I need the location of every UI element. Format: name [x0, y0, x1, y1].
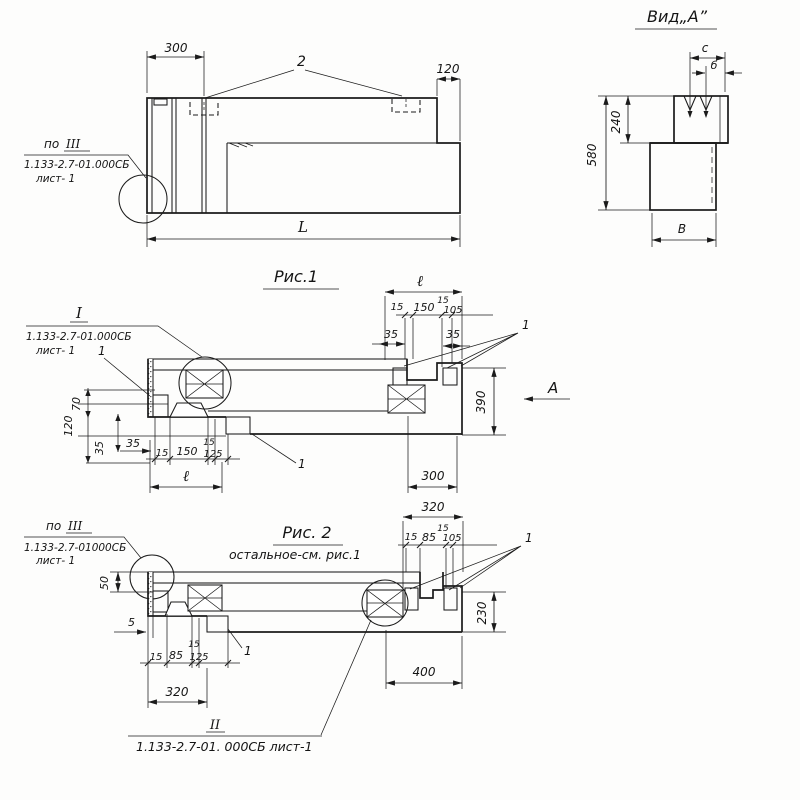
top-ref-num: III	[66, 137, 81, 151]
fig1-top-chain-ext	[405, 318, 452, 367]
fig1-dim-120: 120	[62, 415, 75, 437]
fig1-dim-l-top: ℓ	[416, 272, 424, 290]
lifting-socket-centerlines	[204, 99, 406, 112]
fig1-left-trapezoid	[170, 403, 208, 417]
view-a	[585, 7, 742, 247]
fig2-top-chain-105: 105	[442, 533, 462, 544]
view-a-title: Вид„А”	[647, 7, 707, 26]
fig2-ref-sheet: лист- 1	[36, 555, 76, 567]
callout-2-leaders	[205, 70, 402, 98]
fig2-ref-po: по	[46, 519, 62, 533]
fig2-dim-400: 400	[412, 665, 436, 679]
fig2-dim-320t: 320	[421, 500, 445, 514]
fig1-ref-sheet: лист- 1	[36, 345, 76, 357]
top-detail-circle	[119, 175, 167, 223]
fig1-dim-35-rot: 35	[93, 441, 106, 455]
top-view-lower-slab	[227, 143, 460, 213]
fig2-right-rib-block-2	[444, 588, 457, 610]
fig2-ref-num: III	[68, 519, 83, 533]
fig1-right-rib-block-2	[443, 368, 457, 385]
fig1-dim-390: 390	[474, 390, 488, 414]
top-ref-doc: 1.133-2.7-01.000СБ	[24, 159, 130, 171]
fig1-view-label: А	[548, 379, 559, 397]
fig1-top-chain-15a: 15	[390, 302, 404, 313]
fig2-dim-230: 230	[475, 601, 489, 625]
lifting-socket-dashed	[190, 99, 420, 115]
fig2-bot-chain-125: 125	[189, 652, 209, 663]
dim-120-label: 120	[436, 62, 460, 76]
fig1-bot-chain-15a: 15	[155, 448, 169, 459]
fig2-dim-320b: 320	[165, 685, 189, 699]
top-view-end-insert	[154, 99, 167, 105]
fig2-bot-chain-15a: 15	[149, 652, 163, 663]
fig1-dim-35-t2: 35	[446, 328, 460, 341]
fig2-dim-5: 5	[128, 616, 135, 629]
top-view	[24, 41, 460, 247]
fig2-bot-chain-85: 85	[169, 649, 183, 662]
fig1-bot-chain-15b: 15	[203, 438, 215, 448]
fig2-bot-chain-15b: 15	[188, 640, 200, 650]
fig1-dim-35-t1: 35	[384, 328, 398, 341]
fig1-bot-chain-125: 125	[203, 449, 223, 460]
fig1-callout-bottom: 1	[298, 457, 306, 471]
fig2-callout-top-leaders	[410, 546, 521, 590]
top-ref-sheet: лист- 1	[36, 173, 76, 185]
view-a-notch-arrows	[688, 111, 709, 118]
fig2-callout-left: 1	[244, 644, 252, 658]
fig2-dim-50-ext	[110, 572, 153, 592]
dim-580-label: 580	[585, 143, 599, 167]
fig1-dim-l-bottom: ℓ	[182, 467, 190, 485]
fig1-left-rib-block	[153, 395, 168, 417]
fig1-dim-70: 70	[70, 397, 83, 411]
fig2-detail-doc: 1.133-2.7-01. 000СБ лист-1	[136, 739, 313, 754]
fig2-callout-top: 1	[525, 531, 533, 545]
fig2-subtitle: остальное-см. рис.1	[229, 547, 361, 562]
dim-B-label: В	[677, 222, 687, 236]
fig2-right-rib-block-1	[405, 588, 418, 610]
fig2-top-chain-15a: 15	[404, 532, 418, 543]
fig1-top-chain-150: 150	[413, 301, 435, 314]
fig2-detail-leader	[321, 620, 371, 735]
view-a-lower-block	[650, 143, 716, 210]
dim-b-label: б	[710, 59, 718, 72]
dim-240-label: 240	[609, 110, 623, 134]
fig1-dim-300: 300	[421, 469, 445, 483]
fig2-right-profile	[420, 572, 462, 632]
fig2-dim-400-ext	[386, 630, 462, 689]
dim-300-label: 300	[164, 41, 188, 55]
fig1-top-chain-105: 105	[443, 305, 463, 316]
fig1-bot-chain-150: 150	[176, 445, 198, 458]
dim-300-ext	[147, 51, 204, 96]
fig1-callout-left: 1	[98, 344, 106, 358]
fig1-top-chain-15b: 15	[437, 296, 449, 306]
fig2-ref-doc: 1.133-2.7-01000СБ	[24, 542, 127, 554]
fig2-top-chain-85: 85	[422, 531, 436, 544]
fig2-top-chain-15b: 15	[437, 524, 449, 534]
fig1-ref-num: I	[76, 304, 82, 322]
figure-2	[24, 500, 533, 754]
fig1-callout-bottom-leader	[252, 434, 296, 463]
view-a-notches	[684, 96, 712, 110]
callout-2-label: 2	[297, 54, 306, 70]
fig1-dim-35-h: 35	[126, 437, 140, 450]
top-view-corner-hatch	[229, 143, 253, 147]
figure-1	[26, 267, 570, 493]
dim-c-label: с	[701, 41, 709, 55]
fig2-title: Рис. 2	[282, 523, 332, 542]
view-a-notch-centerlines	[690, 66, 706, 117]
fig1-ref-doc: 1.133-2.7-01.000СБ	[26, 331, 132, 343]
fig2-top-strip	[148, 572, 420, 583]
fig1-callout-top: 1	[522, 318, 530, 332]
view-a-stipple-strip	[720, 96, 728, 143]
fig1-title: Рис.1	[273, 267, 319, 286]
fig2-top-chain-ext	[406, 548, 453, 588]
fig2-dim-50: 50	[98, 576, 111, 590]
fig1-right-rib-block-1	[393, 368, 407, 385]
dim-L-label: L	[298, 218, 308, 236]
top-ref-po: по	[44, 137, 60, 151]
fig2-detail-num: II	[209, 718, 221, 733]
dim-120-ext	[437, 79, 460, 141]
fig1-hanging-rib-block	[226, 417, 250, 434]
fig2-hanging-rib-block	[207, 616, 228, 632]
